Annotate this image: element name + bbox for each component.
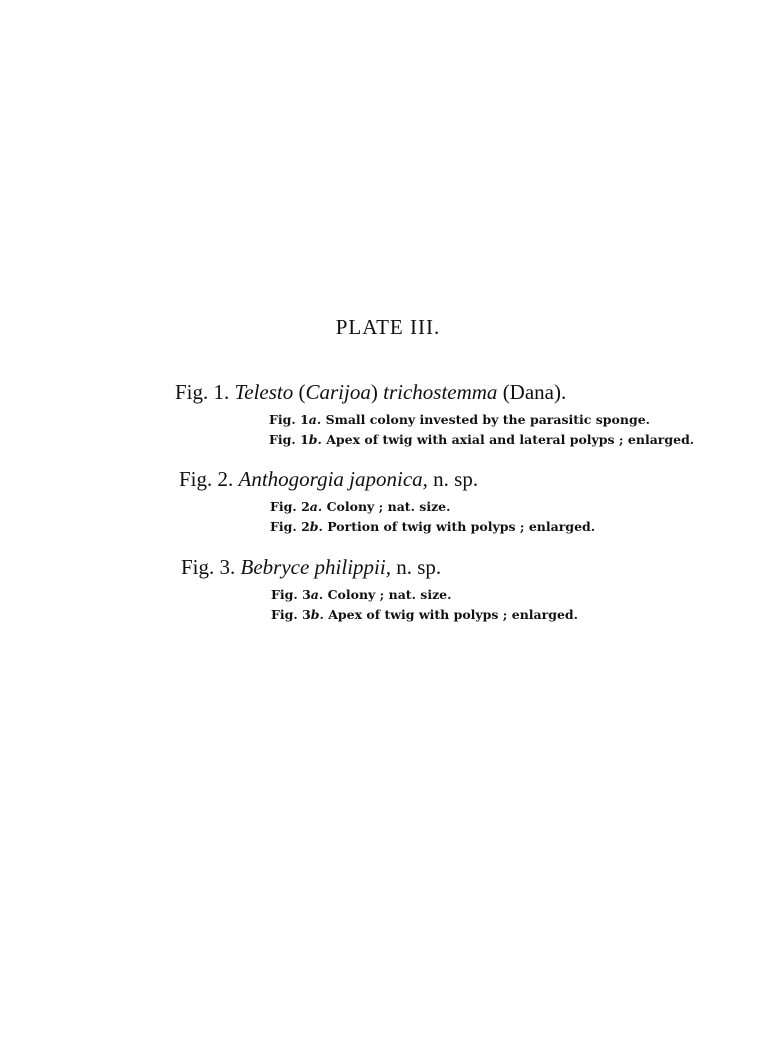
subfigure-2b-caption: Portion of twig with polyps ; enlarged. (327, 519, 596, 534)
subfigure-3a-caption: Colony ; nat. size. (327, 587, 452, 602)
figure-1-subfigures (269, 410, 694, 450)
figure-1-block (175, 380, 694, 450)
subfigure-1b-caption: Apex of twig with axial and lateral polyps ; enlarged. (326, 432, 695, 447)
figure-3-authority: n. sp. (396, 555, 442, 579)
subfigure-3a-label: Fig. 3 (271, 587, 311, 602)
figure-1-authority: (Dana). (502, 380, 567, 404)
subfigure-3a-letter: a. (310, 587, 324, 602)
subfigure-3b-letter: b. (310, 607, 324, 622)
subfigure-1b-letter: b. (308, 432, 322, 447)
figure-2-species: Anthogorgia japonica, (238, 467, 428, 491)
figure-2-block (179, 467, 595, 537)
subfigure-1a-letter: a. (308, 412, 322, 427)
subfigure-1b (269, 430, 694, 450)
figure-2-subfigures (270, 497, 595, 537)
figure-1-heading (175, 380, 694, 404)
subfigure-1a (269, 410, 694, 430)
subfigure-2a-letter: a. (309, 499, 323, 514)
subfigure-1a-caption: Small colony invested by the parasitic sponge. (325, 412, 650, 427)
figure-1-species-epithet: trichostemma (383, 380, 498, 404)
figure-1-species-close-paren: ) (370, 380, 384, 404)
subfigure-2a-label: Fig. 2 (270, 499, 310, 514)
figure-2-label: Fig. 2. (179, 467, 234, 491)
subfigure-3b-caption: Apex of twig with polyps ; enlarged. (328, 607, 579, 622)
subfigure-1a-label: Fig. 1 (269, 412, 309, 427)
figure-3-label: Fig. 3. (181, 555, 236, 579)
figure-1-label: Fig. 1. (175, 380, 230, 404)
figure-3-subfigures (271, 585, 578, 625)
figure-3-block (181, 555, 578, 625)
subfigure-1b-label: Fig. 1 (269, 432, 309, 447)
figure-2-heading (179, 467, 595, 491)
subfigure-2b-label: Fig. 2 (270, 519, 310, 534)
figure-3-species: Bebryce philippii, (240, 555, 391, 579)
subfigure-3b (271, 605, 578, 625)
figure-3-heading (181, 555, 578, 579)
figure-1-species-genus: Telesto (234, 380, 294, 404)
subfigure-3b-label: Fig. 3 (271, 607, 311, 622)
subfigure-3a (271, 585, 578, 605)
figure-1-species-open-paren: ( (293, 380, 306, 404)
figure-2-authority: n. sp. (433, 467, 479, 491)
subfigure-2b (270, 517, 595, 537)
subfigure-2a (270, 497, 595, 517)
subfigure-2b-letter: b. (309, 519, 323, 534)
figure-1-species-subgenus: Carijoa (305, 380, 371, 404)
subfigure-2a-caption: Colony ; nat. size. (326, 499, 451, 514)
plate-title: PLATE III. (335, 315, 441, 339)
